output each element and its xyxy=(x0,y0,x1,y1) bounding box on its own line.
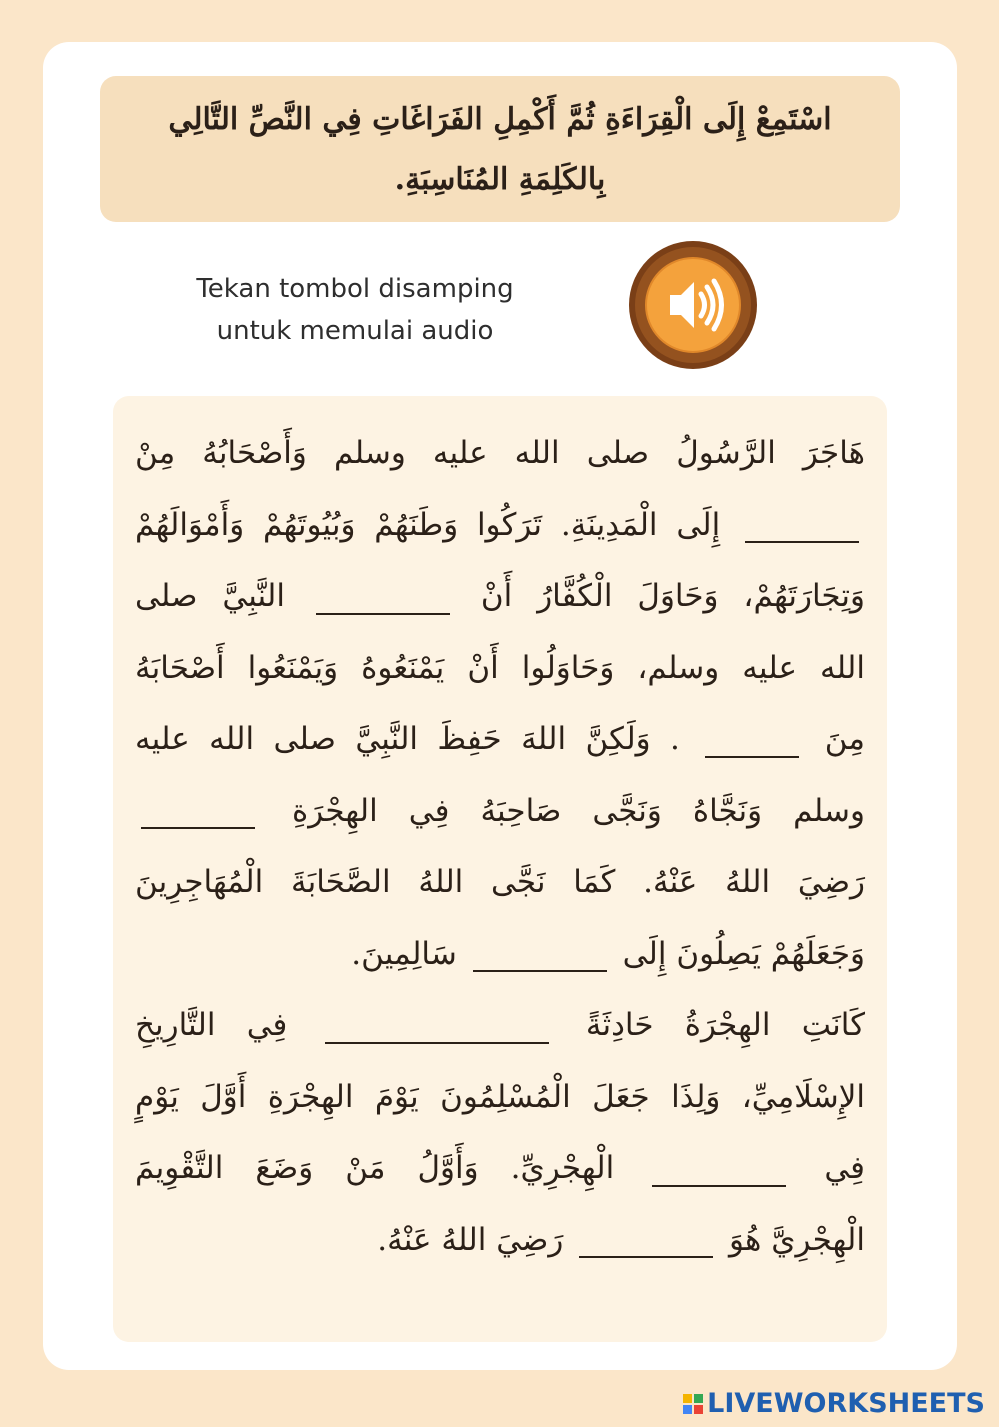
passage-text: إِلَى الْمَدِينَةِ. تَرَكُوا وَطَنَهُمْ وَبُيُوتَهُمْ وَأَمْوَالَهُمْ xyxy=(135,506,721,543)
passage-line xyxy=(135,776,865,848)
passage-text: كَانَتِ الهِجْرَةُ حَادِثَةً xyxy=(585,1007,865,1043)
speaker-icon xyxy=(628,240,758,370)
passage-text: مِنَ xyxy=(824,721,865,757)
passage-text: هَاجَرَ الرَّسُولُ صلى الله عليه وسلم وَأَصْحَابُهُ مِنْ xyxy=(135,435,865,471)
blank-input-6[interactable] xyxy=(325,1010,549,1044)
passage-text: الله عليه وسلم، وَحَاوَلُوا أَنْ يَمْنَعُوهُ وَيَمْنَعُوا أَصْحَابَهُ xyxy=(135,649,865,686)
passage-line xyxy=(135,633,865,705)
passage-text: الْهِجْرِيِّ. وَأَوَّلُ مَنْ وَضَعَ التَّقْوِيمَ xyxy=(135,1150,615,1186)
passage-text: وَجَعَلَهُمْ يَصِلُونَ إِلَى xyxy=(622,935,865,972)
passage-line xyxy=(135,1133,865,1205)
blank-input-2[interactable] xyxy=(316,581,450,615)
passage-text: سَالِمِينَ. xyxy=(351,935,457,972)
logo-text: LIVEWORKSHEETS xyxy=(707,1388,985,1419)
passage-line xyxy=(135,561,865,633)
liveworksheets-logo xyxy=(683,1388,985,1419)
passage-text: النَّبِيَّ صلى xyxy=(135,578,285,614)
play-audio-button[interactable] xyxy=(628,240,758,370)
passage-line xyxy=(135,418,865,490)
blank-input-7[interactable] xyxy=(652,1153,786,1187)
passage-line xyxy=(135,919,865,991)
passage-line xyxy=(135,1205,865,1277)
instruction-box xyxy=(100,76,900,222)
liveworksheets-logo-icon xyxy=(683,1394,703,1414)
passage-text: وَتِجَارَتَهُمْ، وَحَاوَلَ الْكُفَّارُ أَنْ xyxy=(480,578,866,614)
instruction-text: اسْتَمِعْ إِلَى الْقِرَاءَةِ ثُمَّ أَكْمِلِ الفَرَاغَاتِ فِي النَّصِّ التَّالِي بِالكَلِمَةِ المُنَاسِبَةِ. xyxy=(168,102,832,197)
blank-input-4[interactable] xyxy=(141,795,255,829)
audio-hint-line2: untuk memulai audio xyxy=(216,316,494,346)
blank-input-3[interactable] xyxy=(705,724,799,758)
passage-line xyxy=(135,490,865,562)
passage-line xyxy=(135,990,865,1062)
passage-box xyxy=(113,396,887,1342)
passage-text: فِي xyxy=(824,1150,866,1186)
passage-line xyxy=(135,704,865,776)
passage-text: . وَلَكِنَّ اللهَ حَفِظَ النَّبِيَّ صلى الله عليه xyxy=(135,721,680,757)
passage-text: رَضِيَ اللهُ عَنْهُ. xyxy=(377,1221,564,1258)
passage-text: وسلم وَنَجَّاهُ وَنَجَّى صَاحِبَهُ فِي الهِجْرَةِ xyxy=(292,792,865,829)
passage-text: الْهِجْرِيَّ هُوَ xyxy=(729,1221,865,1258)
blank-input-1[interactable] xyxy=(745,509,859,543)
passage-line xyxy=(135,847,865,919)
blank-input-8[interactable] xyxy=(579,1224,713,1258)
passage-line xyxy=(135,1062,865,1134)
passage-text: رَضِيَ اللهُ عَنْهُ. كَمَا نَجَّى اللهُ الصَّحَابَةَ الْمُهَاجِرِينَ xyxy=(135,864,865,900)
passage-text: فِي التَّارِيخِ xyxy=(135,1007,288,1043)
blank-input-5[interactable] xyxy=(473,938,607,972)
audio-hint xyxy=(150,268,560,352)
passage-text: الإِسْلَامِيِّ، وَلِذَا جَعَلَ الْمُسْلِمُونَ يَوْمَ الهِجْرَةِ أَوَّلَ يَوْمٍ xyxy=(135,1078,865,1115)
audio-hint-line1: Tekan tombol disamping xyxy=(196,274,514,304)
